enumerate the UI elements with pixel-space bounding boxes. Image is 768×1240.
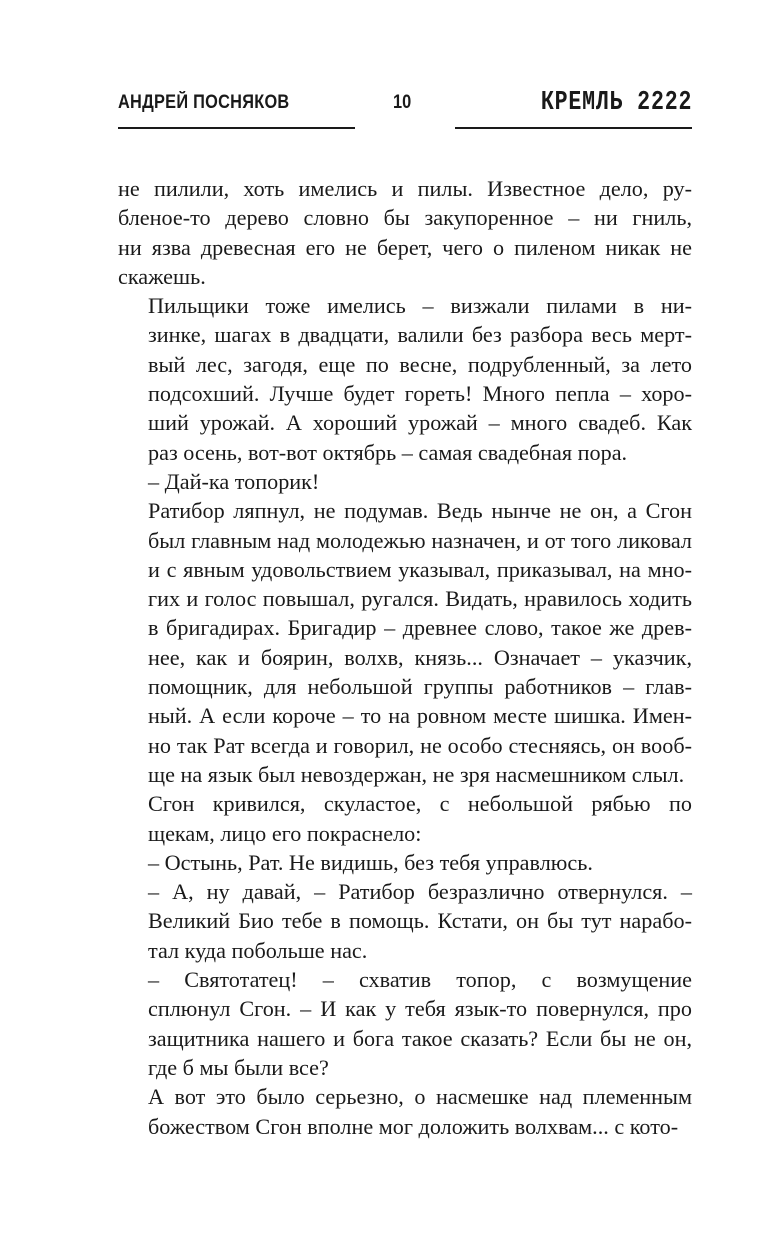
paragraph [118,877,692,965]
text-line: Великий Био тебе в помощь. Кстати, он бы тут нарабо- [148,908,692,934]
paragraph [118,1082,692,1141]
text-line: ще на язык был невоздержан, не зря насмешником слыл. [148,761,685,787]
text-line: ший урожай. А хороший урожай – много свадеб. Как [148,410,692,436]
paragraph [118,965,692,1082]
header-rule-left [118,127,355,129]
text-line: щекам, лицо его покраснело: [148,820,422,846]
author-name: АНДРЕЙ ПОСНЯКОВ [118,92,290,113]
text-line: Сгон кривился, скуластое, с небольшой рябью по [148,791,692,817]
text-line: скажешь. [118,263,206,289]
paragraph [118,291,692,467]
body-text [118,174,692,1141]
paragraph [118,789,692,848]
text-line: бленое-то дерево словно бы закупоренное – ни гниль, [118,205,692,231]
text-line: – А, ну давай, – Ратибор безразлично отвернулся. – [148,879,692,905]
text-line: не пилили, хоть имелись и пилы. Известное дело, ру- [118,176,692,201]
page-number: 10 [393,92,412,113]
text-line: защитника нашего и бога такое сказать? Если бы не он, [148,1025,692,1051]
text-line: Ратибор ляпнул, не подумав. Ведь нынче не он, а Сгон [148,498,692,524]
text-line: нее, как и боярин, волхв, князь... Означает – указчик, [148,644,692,670]
text-line: гих и голос повышал, ругался. Видать, нравилось ходить [148,586,692,612]
paragraph [118,174,692,291]
text-line: зинке, шагах в двадцати, валили без разбора весь мерт- [148,322,692,348]
text-line: ни язва древесная его не берет, чего о пиленом никак не [118,234,692,260]
text-line: раз осень, вот-вот октябрь – самая свадебная пора. [148,439,628,465]
text-line: где б мы были все? [148,1054,329,1080]
text-line: но так Рат всегда и говорил, не особо стесняясь, он вооб- [148,732,692,758]
text-line: тал куда побольше нас. [148,937,368,963]
text-line: божеством Сгон вполне мог доложить волхвам... с кото- [148,1113,679,1139]
text-line: вый лес, загодя, еще по весне, подрубленный, за лето [148,351,692,377]
paragraph [118,496,692,789]
header-rule-right [455,127,692,129]
paragraph [118,848,692,877]
text-line: – Святотатец! – схватив топор, с возмущение [148,967,692,993]
text-line: – Дай-ка топорик! [148,468,320,494]
text-line: – Остынь, Рат. Не видишь, без тебя управлюсь. [148,849,593,875]
running-header [118,88,692,132]
text-line: помощник, для небольшой группы работников – глав- [148,674,692,700]
text-line: был главным над молодежью назначен, и от того ликовал [148,527,692,553]
text-line: А вот это было серьезно, о насмешке над племенным [148,1084,692,1110]
text-line: в бригадирах. Бригадир – древнее слово, такое же древ- [148,615,692,641]
text-line: подсохший. Лучше будет гореть! Много пепла – хоро- [148,381,692,407]
text-line: ный. А если короче – то на ровном месте шишка. Имен- [148,703,692,729]
book-title: КРЕМЛЬ 2222 [540,88,692,118]
text-line: Пильщики тоже имелись – визжали пилами в ни- [148,293,692,319]
text-line: сплюнул Сгон. – И как у тебя язык-то повернулся, про [148,996,692,1022]
paragraph [118,467,692,496]
text-line: и с явным удовольствием указывал, приказывал, на мно- [148,556,692,582]
